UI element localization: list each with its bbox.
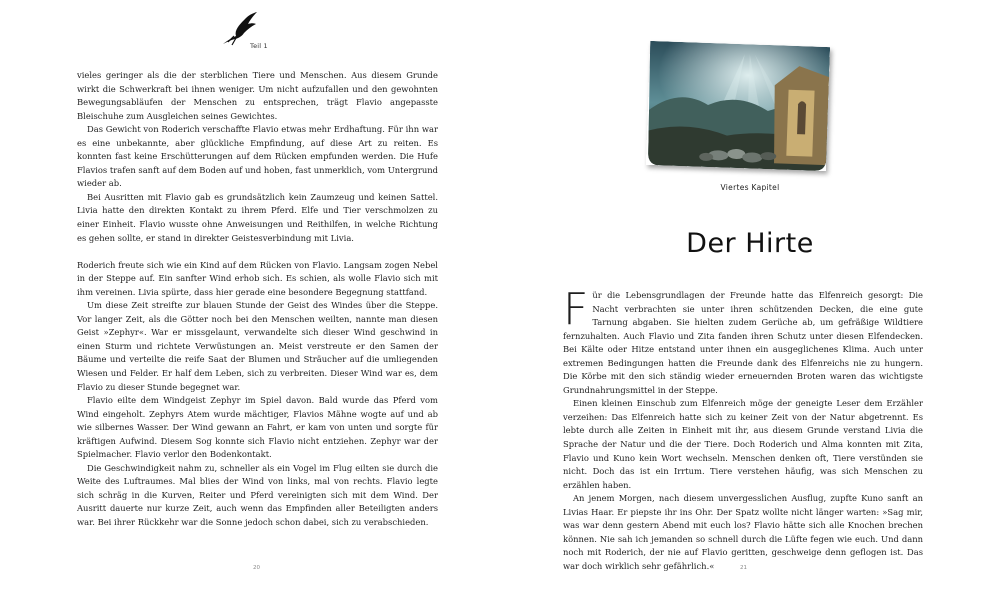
paragraph: Um diese Zeit streifte zur blauen Stunde der Geist des Windes über die Steppe. Vor langer Zeit, als die Götter noch bei den Menschen weilten, nannte man diesen Geist »Zephyr«. War er missgelaunt, verwandelte sich dieser Wind geschwind in einen Sturm und richtete Verwüstungen an. Meist verstreute er den Samen der Bäume und verteilte die reife Saat der Blumen und Sträucher auf die umliegenden Wiesen und Felder. Er half dem Leben, sich zu verbreiten. Dieser Wind war es, dem Flavio zu dieser Stunde begegnet war.: [77, 300, 438, 392]
chapter-title: Der Hirte: [686, 228, 814, 259]
right-body-text: [563, 284, 923, 573]
raven-icon: [222, 12, 258, 46]
left-body-text: [77, 69, 438, 530]
page-number: 21: [740, 565, 747, 571]
paragraph: An jenem Morgen, nach diesem unvergesslichen Ausflug, zupfte Kuno sanft an Livias Haar. Er piepste ihr ins Ohr. Der Spatz wollte nicht länger warten: »Sag mir, was war denn gestern Abend mit euch los? Flavio hätte sich alle Knochen brechen können. Nie sah ich jemanden so schnell durch die Lüfte fegen wie euch. Und dann noch mit Roderich, der nie auf Flavio geritten, geschweige denn geflogen ist. Das war doch wirklich sehr gefährlich.«: [563, 493, 923, 571]
part-label: Teil 1: [250, 42, 268, 50]
paragraph: [563, 284, 923, 397]
paragraph: Flavio eilte dem Windgeist Zephyr im Spiel davon. Bald wurde das Pferd vom Wind eingeholt. Zephyrs Atem wurde mächtiger, Flavios Mähne wogte auf und ab wie silbernes Wasser. Der Wind gewann an Fahrt, er kam von unten und sorgte für kräftigen Aufwind. Diesem Sog konnte sich Flavio nicht entziehen. Zephyr war der Spielmacher. Flavio verlor den Bodenkontakt.: [77, 395, 438, 460]
paragraph: Einen kleinen Einschub zum Elfenreich möge der geneigte Leser dem Erzähler verzeihen: Das Elfenreich hatte sich zu keiner Zeit von der Natur abgetrennt. Es lebte durch alle Zeiten in Einheit mit ihr, aus diesem Grunde verstand Livia die Sprache der Natur und die der Tiere. Doch Roderich und Alma konnten mit Zita, Flavio und Kuno kein Wort wechseln. Menschen denken oft, Tiere verstünden sie nicht. Doch das ist ein Irrtum. Tiere verstehen häufig, was sich Menschen zu erzählen haben.: [563, 398, 923, 490]
right-page: [500, 0, 1000, 603]
paragraph: Die Geschwindigkeit nahm zu, schneller als ein Vogel im Flug eilten sie durch die Weite des Luftraumes. Mal blies der Wind von links, mal von rechts. Flavio legte sich schräg in die Kurven, Reiter und Pferd vereinigten sich mit dem Wind. Der Ausritt dauerte nur kurze Zeit, auch wenn das Empfinden aller Beteiligten anders war. Bei ihrer Rückkehr war die Sonne jedoch schon dabei, sich zu verabschieden.: [77, 462, 438, 527]
paragraph: vieles geringer als die der sterblichen Tiere und Menschen. Aus diesem Grunde wirkt die Schwerkraft bei ihnen weniger. Um nicht aufzufallen und den gewohnten Bewegungsabläufen der Menschen zu entsprechen, trägt Flavio angepasste Bleischuhe zum Ausgleichen seines Gewichtes.: [77, 70, 438, 121]
paragraph: Bei Ausritten mit Flavio gab es grundsätzlich kein Zaumzeug und keinen Sattel. Livia hatte den direkten Kontakt zu ihrem Pferd. Elfe und Tier verschmolzen zu einer Einheit. Flavio wusste ohne Anweisungen und Reithilfen, in welche Richtung es gehen sollte, er stand in direkter Geistesverbindung mit Livia.: [77, 191, 438, 243]
drop-cap: F: [563, 284, 589, 335]
chapter-label: Viertes Kapitel: [720, 183, 780, 192]
paragraph: Das Gewicht von Roderich verschaffte Flavio etwas mehr Erdhaftung. Für ihn war es eine unbekannte, aber glückliche Empfindung, auf diese Art zu reiten. Es konnten fast keine Erschütterungen auf dem Rücken empfunden werden. Die Hufe Flavios trafen sanft auf dem Boden auf und hoben, fast unmerklich, vom Untergrund wieder ab.: [77, 124, 438, 189]
chapter-illustration: [646, 41, 830, 171]
page-number: 20: [253, 565, 260, 571]
paragraph-text: ür die Lebensgrundlagen der Freunde hatte das Elfenreich gesorgt: Die Nacht verbrachten sie unter ihren schützenden Decken, die eine gute Tarnung abgaben. Sie hielten zudem Gerüche ab, um gefräßige Wildtiere fernzuhalten. Auch Flavio und Zita fanden ihren Schutz unter diesen Elfendecken. Bei Kälte oder Hitze entstand unter ihnen ein ausgeglichenes Klima. Auch unter extremen Bedingungen hatten die Freunde dank des Elfenreichs nie zu hungern. Die Körbe mit den sich ständig wieder erneuernden Broten waren das wichtigste Grundnahrungsmittel in der Steppe.: [563, 290, 923, 395]
paragraph: Roderich freute sich wie ein Kind auf dem Rücken von Flavio. Langsam zogen Nebel in der Steppe auf. Ein sanfter Wind erhob sich. Es schien, als wolle Flavio sich mit ihm vereinen. Livia spürte, dass hier gerade eine besondere Begegnung stattfand.: [77, 259, 438, 297]
